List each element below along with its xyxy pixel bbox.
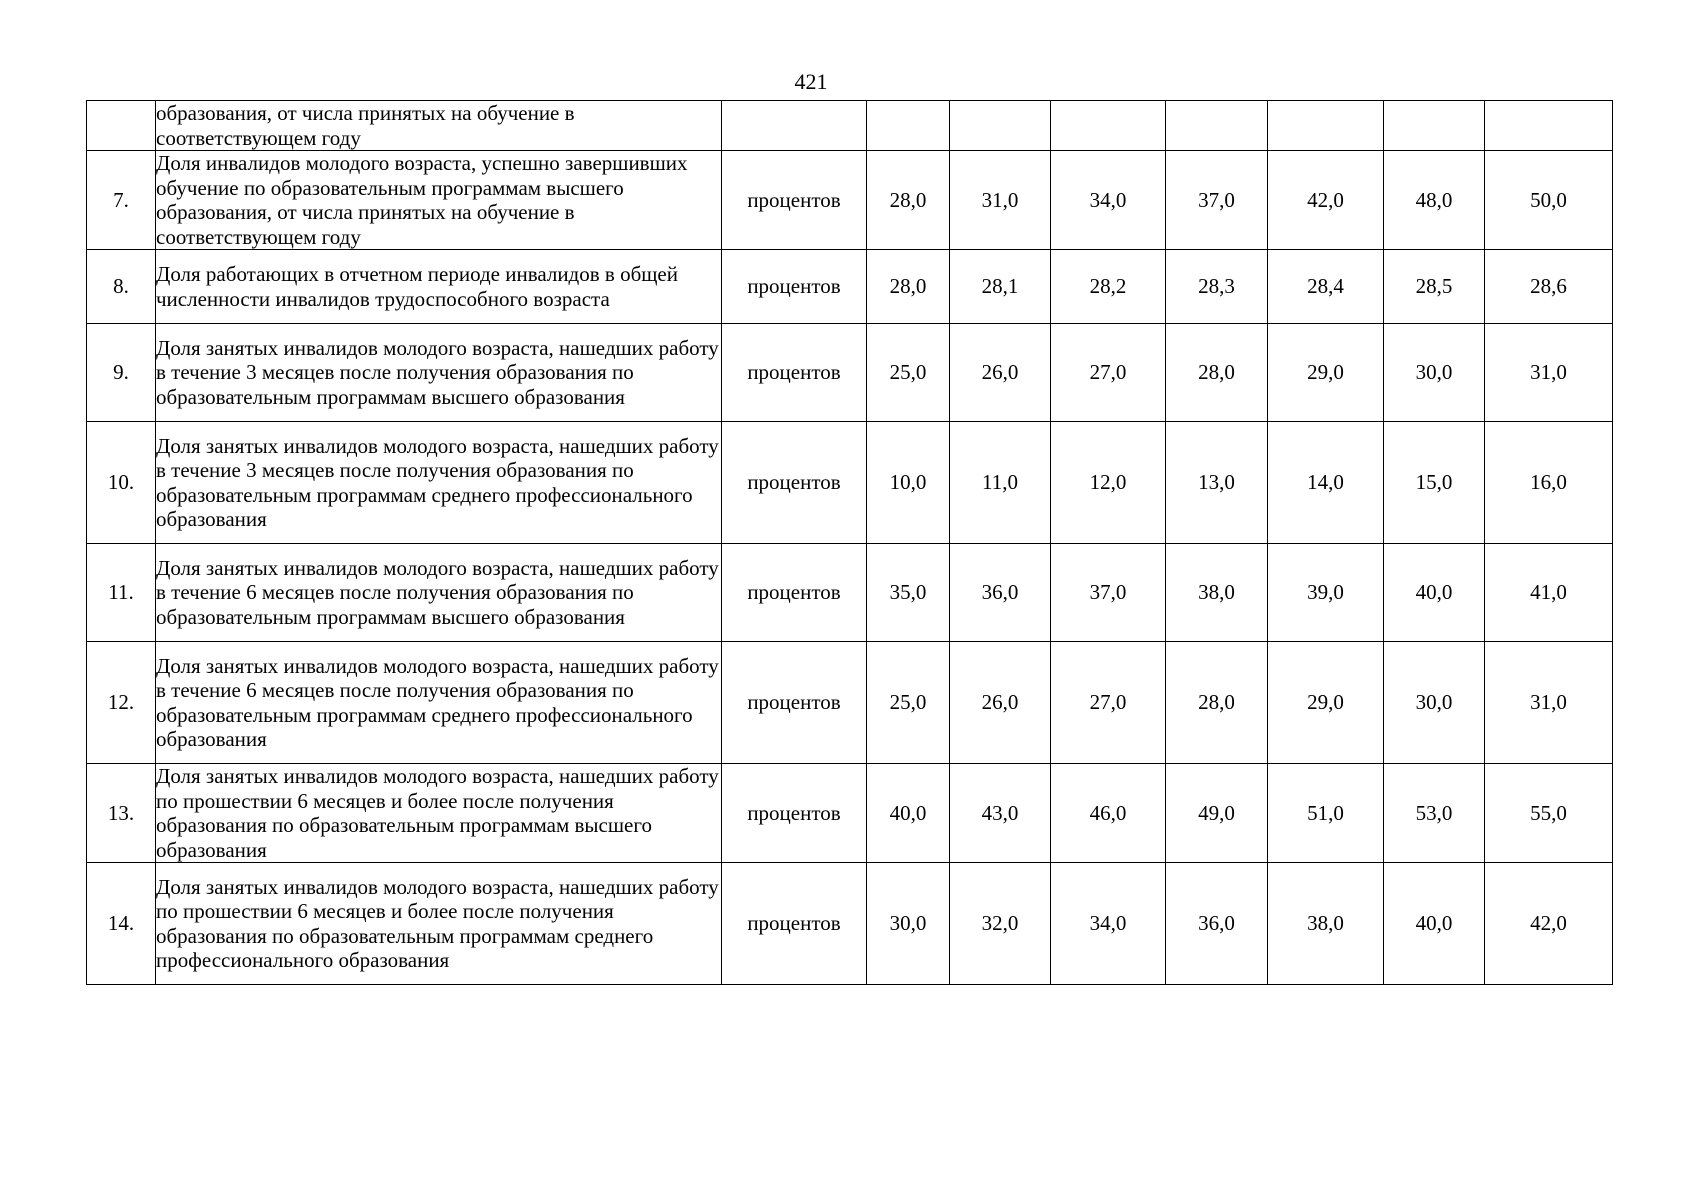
indicator-name: Доля работающих в отчетном периоде инвалидов в общей численности инвалидов трудоспособного возраста <box>156 250 722 324</box>
page-number: 421 <box>794 69 828 94</box>
indicator-value-4: 28,0 <box>1166 642 1268 764</box>
indicator-value-2: 31,0 <box>950 151 1051 250</box>
indicator-name: Доля занятых инвалидов молодого возраста, нашедших работу в течение 6 месяцев после получения образования по образовательным программам высшего образования <box>156 544 722 642</box>
indicator-value-6: 15,0 <box>1384 422 1485 544</box>
indicator-name: Доля занятых инвалидов молодого возраста, нашедших работу в течение 3 месяцев после получения образования по образовательным программам среднего профессионального образования <box>156 422 722 544</box>
indicator-value-7: 55,0 <box>1485 764 1613 863</box>
row-number: 13. <box>87 764 156 863</box>
indicator-value-4: 28,3 <box>1166 250 1268 324</box>
indicator-value-7: 41,0 <box>1485 544 1613 642</box>
unit-of-measure <box>722 101 867 151</box>
indicator-value-5: 39,0 <box>1268 544 1384 642</box>
indicator-value-4: 37,0 <box>1166 151 1268 250</box>
indicator-value-4: 49,0 <box>1166 764 1268 863</box>
indicator-value-3: 34,0 <box>1051 863 1166 985</box>
indicator-name: Доля инвалидов молодого возраста, успешно завершивших обучение по образовательным программам высшего образования, от числа принятых на обучение в соответствующем году <box>156 151 722 250</box>
table-body <box>87 101 1613 985</box>
unit-of-measure: процентов <box>722 422 867 544</box>
indicator-value-4 <box>1166 101 1268 151</box>
indicator-value-7: 31,0 <box>1485 324 1613 422</box>
indicator-value-2 <box>950 101 1051 151</box>
indicator-value-1: 40,0 <box>867 764 950 863</box>
table-row <box>87 422 1613 544</box>
unit-of-measure: процентов <box>722 250 867 324</box>
unit-of-measure: процентов <box>722 642 867 764</box>
indicator-value-6: 30,0 <box>1384 324 1485 422</box>
indicator-value-6: 28,5 <box>1384 250 1485 324</box>
table-row <box>87 764 1613 863</box>
unit-of-measure: процентов <box>722 764 867 863</box>
indicator-value-4: 38,0 <box>1166 544 1268 642</box>
indicator-value-5: 28,4 <box>1268 250 1384 324</box>
indicator-value-7: 28,6 <box>1485 250 1613 324</box>
row-number: 14. <box>87 863 156 985</box>
indicator-value-3: 27,0 <box>1051 642 1166 764</box>
indicator-value-2: 28,1 <box>950 250 1051 324</box>
unit-of-measure: процентов <box>722 544 867 642</box>
row-number: 11. <box>87 544 156 642</box>
table-row <box>87 250 1613 324</box>
row-number: 9. <box>87 324 156 422</box>
unit-of-measure: процентов <box>722 863 867 985</box>
indicator-name: Доля занятых инвалидов молодого возраста, нашедших работу в течение 6 месяцев после получения образования по образовательным программам среднего профессионального образования <box>156 642 722 764</box>
indicator-value-1: 30,0 <box>867 863 950 985</box>
indicator-value-3: 34,0 <box>1051 151 1166 250</box>
table-row <box>87 544 1613 642</box>
indicator-value-3 <box>1051 101 1166 151</box>
table-row <box>87 324 1613 422</box>
indicator-value-1: 35,0 <box>867 544 950 642</box>
row-number: 8. <box>87 250 156 324</box>
indicator-value-5: 14,0 <box>1268 422 1384 544</box>
indicator-name: Доля занятых инвалидов молодого возраста, нашедших работу по прошествии 6 месяцев и более после получения образования по образовательным программам среднего профессионального образования <box>156 863 722 985</box>
row-number: 10. <box>87 422 156 544</box>
row-number <box>87 101 156 151</box>
indicator-value-6: 30,0 <box>1384 642 1485 764</box>
indicator-value-1: 25,0 <box>867 642 950 764</box>
indicator-name: Доля занятых инвалидов молодого возраста, нашедших работу в течение 3 месяцев после получения образования по образовательным программам высшего образования <box>156 324 722 422</box>
indicator-value-6: 48,0 <box>1384 151 1485 250</box>
indicator-value-3: 28,2 <box>1051 250 1166 324</box>
indicator-value-2: 43,0 <box>950 764 1051 863</box>
indicator-value-6: 40,0 <box>1384 863 1485 985</box>
indicator-value-1 <box>867 101 950 151</box>
table-row <box>87 863 1613 985</box>
indicator-value-2: 32,0 <box>950 863 1051 985</box>
indicator-value-2: 11,0 <box>950 422 1051 544</box>
indicator-value-7: 42,0 <box>1485 863 1613 985</box>
indicator-value-5 <box>1268 101 1384 151</box>
indicator-value-2: 26,0 <box>950 324 1051 422</box>
indicator-value-5: 51,0 <box>1268 764 1384 863</box>
indicator-value-7 <box>1485 101 1613 151</box>
indicator-value-7: 50,0 <box>1485 151 1613 250</box>
indicators-table <box>86 100 1613 985</box>
row-number: 12. <box>87 642 156 764</box>
indicator-value-3: 27,0 <box>1051 324 1166 422</box>
indicator-value-1: 10,0 <box>867 422 950 544</box>
indicator-value-7: 16,0 <box>1485 422 1613 544</box>
indicator-value-6 <box>1384 101 1485 151</box>
indicator-value-1: 28,0 <box>867 250 950 324</box>
unit-of-measure: процентов <box>722 324 867 422</box>
indicator-value-4: 28,0 <box>1166 324 1268 422</box>
table-row <box>87 642 1613 764</box>
table-row <box>87 151 1613 250</box>
table-row <box>87 101 1613 151</box>
indicator-value-7: 31,0 <box>1485 642 1613 764</box>
indicator-value-3: 46,0 <box>1051 764 1166 863</box>
indicator-value-5: 38,0 <box>1268 863 1384 985</box>
unit-of-measure: процентов <box>722 151 867 250</box>
indicator-value-6: 53,0 <box>1384 764 1485 863</box>
indicator-value-2: 36,0 <box>950 544 1051 642</box>
indicator-name: образования, от числа принятых на обучение в соответствующем году <box>156 101 722 151</box>
indicator-value-3: 12,0 <box>1051 422 1166 544</box>
indicator-value-5: 29,0 <box>1268 642 1384 764</box>
indicator-value-2: 26,0 <box>950 642 1051 764</box>
indicator-value-1: 28,0 <box>867 151 950 250</box>
indicator-value-1: 25,0 <box>867 324 950 422</box>
indicator-value-3: 37,0 <box>1051 544 1166 642</box>
row-number: 7. <box>87 151 156 250</box>
indicator-name: Доля занятых инвалидов молодого возраста, нашедших работу по прошествии 6 месяцев и более после получения образования по образовательным программам высшего образования <box>156 764 722 863</box>
indicator-value-5: 29,0 <box>1268 324 1384 422</box>
indicator-value-4: 36,0 <box>1166 863 1268 985</box>
indicator-value-5: 42,0 <box>1268 151 1384 250</box>
indicator-value-4: 13,0 <box>1166 422 1268 544</box>
indicator-value-6: 40,0 <box>1384 544 1485 642</box>
